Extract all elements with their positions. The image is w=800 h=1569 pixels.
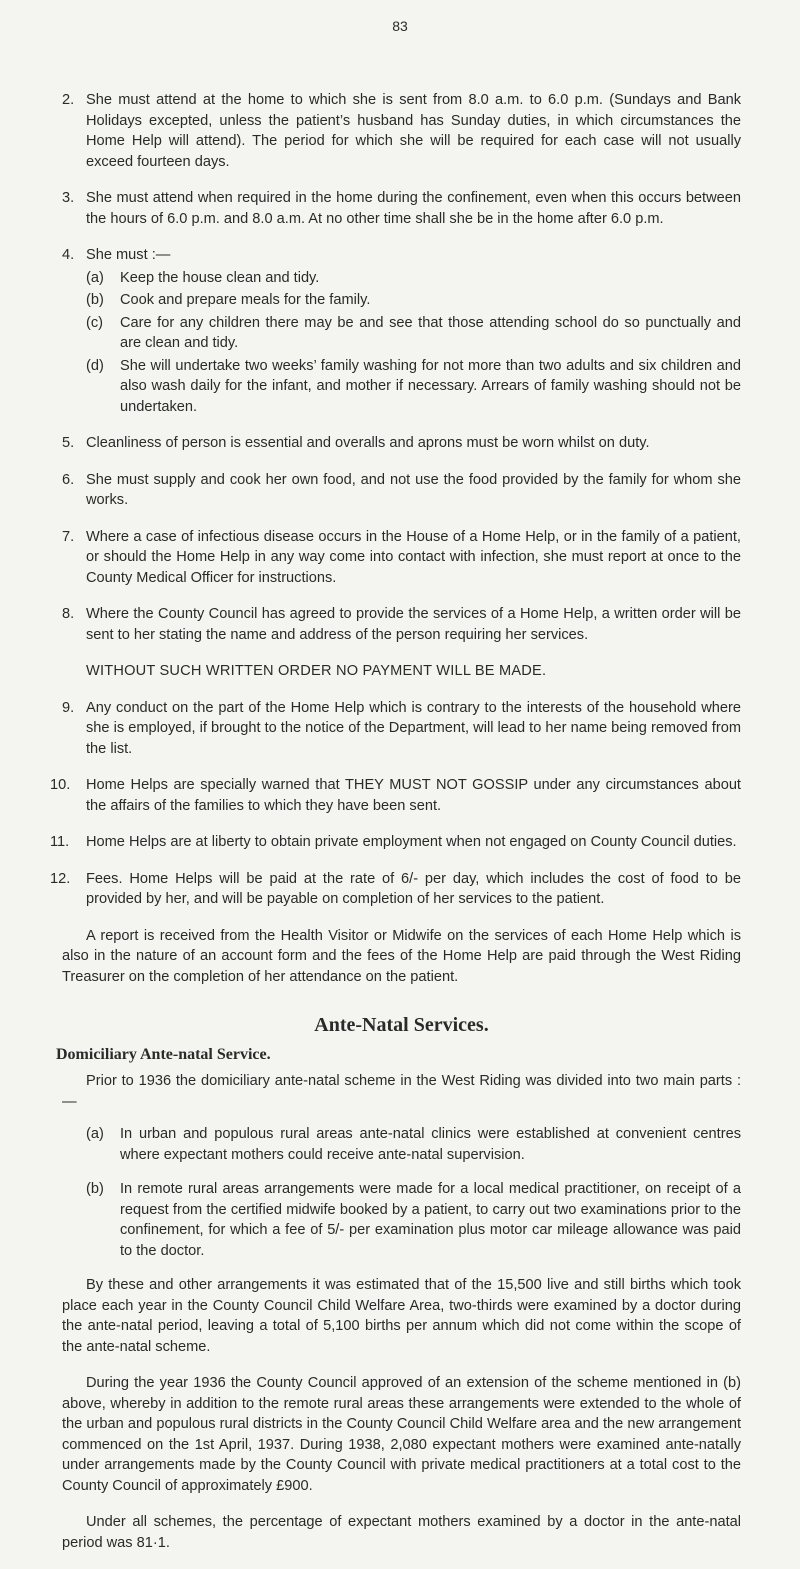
list-item xyxy=(62,470,741,511)
percentage-paragraph: Under all schemes, the percentage of expectant mothers examined by a doctor in the ante-natal period was 81·1. xyxy=(62,1514,741,1551)
list-item xyxy=(62,527,741,589)
item-text: She must :— xyxy=(86,247,171,263)
item-number: 12. xyxy=(50,870,71,887)
item-number: 5. xyxy=(62,435,75,451)
item-number: 10. xyxy=(50,777,71,793)
section-title: Ante-Natal Services. xyxy=(314,1014,489,1036)
list-item xyxy=(62,90,741,172)
item-text: Any conduct on the part of the Home Help which is contrary to the interests of the household where she is employed, if brought to the notice of the Department, will lead to her name being removed from the list. xyxy=(86,699,741,757)
sub-item-text: Cook and prepare meals for the family. xyxy=(120,292,371,308)
sub-item xyxy=(86,356,741,418)
scheme-part xyxy=(86,1179,741,1261)
report-paragraph: A report is received from the Health Visitor or Midwife on the services of each Home Help which is also in the nature of an account form and the fees of the Home Help are paid through the West Riding Treasurer on the completion of her attendance on the patient. xyxy=(62,927,741,985)
sub-item-label: (a) xyxy=(86,269,104,286)
sub-item xyxy=(86,268,741,289)
item-number: 2. xyxy=(62,92,75,108)
intro-paragraph: Prior to 1936 the domiciliary ante-natal scheme in the West Riding was divided into two main parts : — xyxy=(62,1073,741,1110)
scheme-part-label: (b) xyxy=(86,1181,104,1197)
sub-item xyxy=(86,290,741,311)
list-item xyxy=(62,698,741,760)
item-number: 7. xyxy=(62,528,75,545)
page-number: 83 xyxy=(392,18,408,34)
list-item xyxy=(50,869,741,910)
payment-notice: WITHOUT SUCH WRITTEN ORDER NO PAYMENT WILL BE MADE. xyxy=(86,663,547,679)
item-text: She must attend at the home to which she is sent from 8.0 a.m. to 6.0 p.m. (Sundays and Bank Holidays excepted, unless the patient’s husband has Sunday duties, in which circumstances the Home Help will attend). The period for which she will be required for each case will not usually exceed fourteen days. xyxy=(86,92,741,170)
item-text: Cleanliness of person is essential and overalls and aprons must be worn whilst on duty. xyxy=(86,435,650,451)
item-text: Home Helps are at liberty to obtain private employment when not engaged on County Council duties. xyxy=(86,834,737,850)
list-item xyxy=(62,604,741,645)
sub-item-label: (b) xyxy=(86,292,104,308)
list-item xyxy=(50,775,741,816)
scheme-part xyxy=(86,1124,741,1165)
item-number: 6. xyxy=(62,471,75,488)
item-text: Home Helps are specially warned that THEY MUST NOT GOSSIP under any circumstances about the affairs of the families to which they have been sent. xyxy=(86,777,741,814)
scheme-part-label: (a) xyxy=(86,1126,104,1142)
item-number: 3. xyxy=(62,190,75,206)
sub-item-label: (d) xyxy=(86,357,104,374)
item-number: 8. xyxy=(62,606,75,622)
list-item xyxy=(62,188,741,229)
births-paragraph: By these and other arrangements it was estimated that of the 15,500 live and still births which took place each year in the County Council Child Welfare Area, two-thirds were examined by a doctor during the ante-natal period, leaving a total of 5,100 births per annum which did not come within the scope of the ante-natal scheme. xyxy=(62,1277,741,1355)
list-item xyxy=(50,832,741,853)
item-number: 9. xyxy=(62,699,75,716)
sub-item-text: Keep the house clean and tidy. xyxy=(120,269,320,286)
item-text: Where a case of infectious disease occurs in the House of a Home Help, or in the family of a patient, or should the Home Help in any way come into contact with infection, she must report at once to the County Medical Officer for instructions. xyxy=(86,528,741,586)
list-item xyxy=(62,433,741,454)
item-number: 4. xyxy=(62,247,75,263)
sub-item xyxy=(86,313,741,354)
scheme-part-text: In remote rural areas arrangements were made for a local medical practitioner, on receipt of a request from the certified midwife booked by a patient, to carry out two examinations prior to the confinement, for which a fee of 5/- per examination plus motor car mileage allowance was paid to the doctor. xyxy=(120,1181,741,1259)
extension-paragraph: During the year 1936 the County Council approved of an extension of the scheme mentioned in (b) above, whereby in addition to the remote rural areas these arrangements were extended to the whole of the urban and populous rural districts in the County Council Child Welfare area and the new arrangement commenced on the 1st April, 1937. During 1938, 2,080 expectant mothers were examined ante-natally under arrangements made by the County Council with private medical practitioners at a total cost to the County Council of approximately £900. xyxy=(62,1375,741,1494)
item-text: Fees. Home Helps will be paid at the rate of 6/- per day, which includes the cost of food to be provided by her, and will be payable on completion of her services to the patient. xyxy=(86,870,741,907)
sub-item-text: Care for any children there may be and see that those attending school do so punctually and are clean and tidy. xyxy=(120,314,741,351)
sub-item-label: (c) xyxy=(86,314,104,331)
sub-item-text: She will undertake two weeks’ family washing for not more than two adults and six children and also wash daily for the infant, and mother if necessary. Arrears of family washing should not be undertaken. xyxy=(120,357,741,415)
page-content xyxy=(50,90,741,1569)
subsection-title: Domiciliary Ante-natal Service. xyxy=(56,1046,271,1063)
item-text: She must supply and cook her own food, and not use the food provided by the family for whom she works. xyxy=(86,471,741,508)
item-text: She must attend when required in the home during the confinement, even when this occurs between the hours of 6.0 p.m. and 8.0 a.m. At no other time shall she be in the home after 6.0 p.m. xyxy=(86,190,741,227)
scheme-part-text: In urban and populous rural areas ante-natal clinics were established at convenient centres where expectant mothers could receive ante-natal supervision. xyxy=(120,1126,741,1163)
list-item xyxy=(62,245,741,417)
item-text: Where the County Council has agreed to provide the services of a Home Help, a written order will be sent to her stating the name and address of the person requiring her services. xyxy=(86,606,741,643)
item-number: 11. xyxy=(50,834,70,850)
